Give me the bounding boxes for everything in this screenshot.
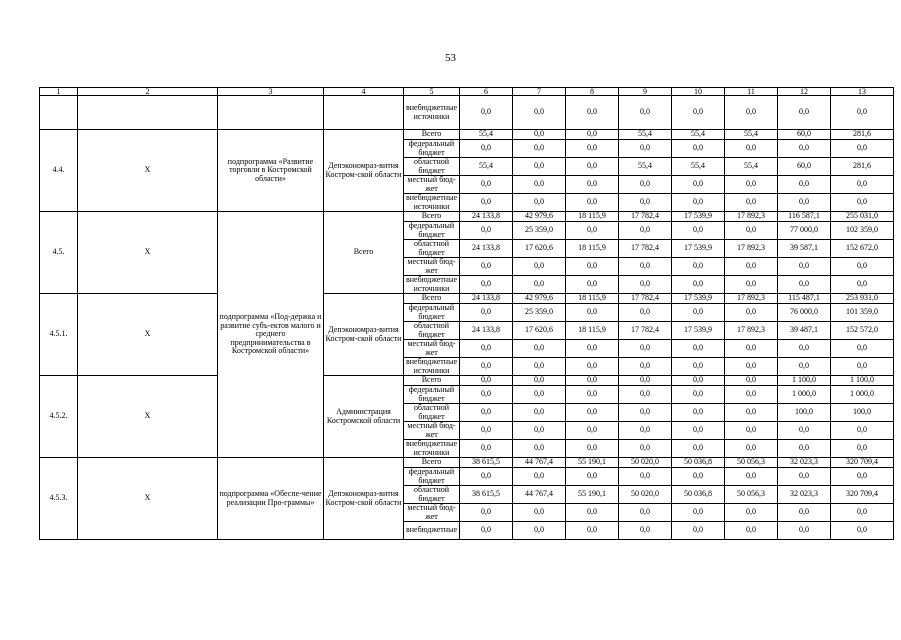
value-cell: 0,0 [460,468,513,486]
value-cell: 55,4 [619,158,672,176]
value-cell: 0,0 [460,194,513,212]
value-cell: 0,0 [672,304,725,322]
value-cell: 0,0 [778,140,831,158]
value-cell: 0,0 [778,522,831,540]
executor-cell: Всего [324,212,404,294]
value-cell: 0,0 [513,258,566,276]
program-name-cell: подпрограмма «Развитие торговли в Костромской области» [218,130,324,212]
item-code-cell: 4.5.1. [40,294,78,376]
value-cell: 24 133,8 [460,240,513,258]
value-cell: 0,0 [619,422,672,440]
value-cell: 0,0 [831,522,894,540]
value-cell: 0,0 [831,504,894,522]
funding-source-cell: областной бюджет [404,486,460,504]
value-cell: 42 979,6 [513,212,566,222]
value-cell: 0,0 [566,222,619,240]
value-cell: 50 056,3 [725,458,778,468]
value-cell: 1 100,0 [831,376,894,386]
value-cell: 0,0 [566,304,619,322]
value-cell: 0,0 [672,504,725,522]
value-cell: 38 615,5 [460,458,513,468]
value-cell: 55 190,1 [566,486,619,504]
funding-source-cell: федеральный бюджет [404,386,460,404]
value-cell: 0,0 [566,522,619,540]
value-cell: 0,0 [619,140,672,158]
value-cell: 1 000,0 [831,386,894,404]
funding-source-cell: внебюджетные источники [404,358,460,376]
value-cell: 0,0 [619,176,672,194]
value-cell: 152 672,0 [831,240,894,258]
value-cell: 0,0 [619,358,672,376]
column-header: 9 [619,88,672,96]
value-cell: 0,0 [778,96,831,130]
value-cell: 0,0 [513,176,566,194]
value-cell: 0,0 [778,358,831,376]
column-header: 3 [218,88,324,96]
value-cell: 55,4 [460,130,513,140]
value-cell: 17 892,3 [725,294,778,304]
value-cell: 152 572,0 [831,322,894,340]
funding-source-cell: местный бюд-жет [404,422,460,440]
value-cell: 17 620,6 [513,322,566,340]
empty-cell [218,96,324,130]
value-cell: 0,0 [513,340,566,358]
value-cell: 17 782,4 [619,294,672,304]
value-cell: 18 115,9 [566,212,619,222]
value-cell: 0,0 [566,440,619,458]
value-cell: 0,0 [672,258,725,276]
value-cell: 60,0 [778,130,831,140]
value-cell: 0,0 [513,404,566,422]
table-row [40,96,894,130]
funding-source-cell: областной бюджет [404,322,460,340]
item-code-cell: 4.5.3. [40,458,78,540]
value-cell: 0,0 [831,468,894,486]
value-cell: 0,0 [725,422,778,440]
table-row [40,212,894,222]
funding-source-cell: Всего [404,130,460,140]
column-header: 6 [460,88,513,96]
value-cell: 281,6 [831,158,894,176]
value-cell: 0,0 [460,522,513,540]
item-mark-cell: X [78,212,218,294]
value-cell: 0,0 [513,276,566,294]
value-cell: 0,0 [672,276,725,294]
funding-source-cell: внебюджетные источники [404,96,460,130]
value-cell: 0,0 [460,386,513,404]
value-cell: 0,0 [672,422,725,440]
column-header: 10 [672,88,725,96]
value-cell: 0,0 [672,376,725,386]
value-cell: 39 487,1 [778,322,831,340]
value-cell: 50 056,3 [725,486,778,504]
value-cell: 0,0 [672,176,725,194]
value-cell: 0,0 [778,440,831,458]
value-cell: 17 782,4 [619,322,672,340]
value-cell: 32 023,3 [778,486,831,504]
page-number: 53 [445,52,456,64]
value-cell: 42 979,6 [513,294,566,304]
value-cell: 55,4 [725,130,778,140]
funding-source-cell: областной бюджет [404,240,460,258]
value-cell: 0,0 [672,140,725,158]
column-header: 13 [831,88,894,96]
value-cell: 18 115,9 [566,322,619,340]
item-mark-cell: X [78,294,218,376]
value-cell: 0,0 [460,358,513,376]
value-cell: 0,0 [460,96,513,130]
value-cell: 0,0 [725,440,778,458]
funding-source-cell: местный бюд-жет [404,340,460,358]
table-row [40,376,894,386]
table-row [40,458,894,468]
value-cell: 0,0 [513,422,566,440]
value-cell: 0,0 [831,422,894,440]
value-cell: 0,0 [513,96,566,130]
value-cell: 0,0 [725,222,778,240]
funding-source-cell: Всего [404,294,460,304]
value-cell: 50 036,8 [672,458,725,468]
value-cell: 0,0 [725,176,778,194]
value-cell: 101 359,0 [831,304,894,322]
value-cell: 0,0 [619,96,672,130]
value-cell: 0,0 [566,468,619,486]
funding-source-cell: областной бюджет [404,404,460,422]
value-cell: 0,0 [672,96,725,130]
value-cell: 0,0 [460,176,513,194]
value-cell: 0,0 [566,194,619,212]
value-cell: 0,0 [619,440,672,458]
value-cell: 17 539,9 [672,212,725,222]
value-cell: 0,0 [831,258,894,276]
executor-cell: Депэкономраз-вития Костром-ской области [324,130,404,212]
value-cell: 0,0 [566,504,619,522]
value-cell: 0,0 [513,158,566,176]
value-cell: 102 359,0 [831,222,894,240]
value-cell: 0,0 [513,440,566,458]
value-cell: 100,0 [831,404,894,422]
value-cell: 0,0 [513,358,566,376]
column-header: 1 [40,88,78,96]
value-cell: 17 782,4 [619,240,672,258]
value-cell: 116 587,1 [778,212,831,222]
value-cell: 25 359,0 [513,222,566,240]
value-cell: 0,0 [566,276,619,294]
value-cell: 0,0 [566,386,619,404]
value-cell: 0,0 [725,522,778,540]
value-cell: 0,0 [566,130,619,140]
funding-source-cell: местный бюд-жет [404,176,460,194]
value-cell: 320 709,4 [831,458,894,468]
value-cell: 0,0 [513,376,566,386]
budget-table [39,87,894,540]
value-cell: 0,0 [831,440,894,458]
value-cell: 0,0 [725,504,778,522]
funding-source-cell: внебюджетные источники [404,194,460,212]
value-cell: 25 359,0 [513,304,566,322]
value-cell: 17 539,9 [672,294,725,304]
value-cell: 0,0 [725,376,778,386]
value-cell: 0,0 [778,194,831,212]
value-cell: 0,0 [831,96,894,130]
column-header: 11 [725,88,778,96]
value-cell: 0,0 [460,404,513,422]
funding-source-cell: федеральный бюджет [404,468,460,486]
value-cell: 0,0 [672,522,725,540]
value-cell: 0,0 [566,358,619,376]
value-cell: 24 133,8 [460,294,513,304]
value-cell: 0,0 [460,440,513,458]
value-cell: 24 133,8 [460,322,513,340]
executor-cell: Депэкономраз-вития Костром-ской области [324,458,404,540]
value-cell: 0,0 [513,522,566,540]
value-cell: 0,0 [672,468,725,486]
value-cell: 0,0 [619,376,672,386]
funding-source-cell: местный бюд-жет [404,504,460,522]
value-cell: 0,0 [566,258,619,276]
value-cell: 0,0 [725,276,778,294]
funding-source-cell: Всего [404,376,460,386]
value-cell: 55,4 [619,130,672,140]
value-cell: 0,0 [513,386,566,404]
value-cell: 253 931,0 [831,294,894,304]
value-cell: 0,0 [725,358,778,376]
value-cell: 0,0 [672,386,725,404]
value-cell: 76 000,0 [778,304,831,322]
value-cell: 55 190,1 [566,458,619,468]
value-cell: 0,0 [725,340,778,358]
item-code-cell: 4.5. [40,212,78,294]
value-cell: 0,0 [778,504,831,522]
value-cell: 0,0 [566,140,619,158]
value-cell: 0,0 [460,276,513,294]
item-mark-cell: X [78,458,218,540]
value-cell: 17 620,6 [513,240,566,258]
value-cell: 17 782,4 [619,212,672,222]
value-cell: 0,0 [566,158,619,176]
value-cell: 50 020,0 [619,486,672,504]
value-cell: 281,6 [831,130,894,140]
program-name-cell: подпрограмма «Обеспе-чение реализации Про-граммы» [218,458,324,540]
value-cell: 38 615,5 [460,486,513,504]
value-cell: 60,0 [778,158,831,176]
value-cell: 17 539,9 [672,322,725,340]
value-cell: 0,0 [619,404,672,422]
funding-source-cell: Всего [404,212,460,222]
value-cell: 320 709,4 [831,486,894,504]
value-cell: 0,0 [619,340,672,358]
value-cell: 0,0 [778,176,831,194]
column-header: 8 [566,88,619,96]
value-cell: 0,0 [566,422,619,440]
value-cell: 0,0 [566,404,619,422]
item-mark-cell: X [78,130,218,212]
funding-source-cell: областной бюджет [404,158,460,176]
value-cell: 0,0 [619,522,672,540]
column-header: 12 [778,88,831,96]
value-cell: 0,0 [460,258,513,276]
value-cell: 55,4 [725,158,778,176]
value-cell: 0,0 [566,376,619,386]
value-cell: 255 031,0 [831,212,894,222]
funding-source-cell: внебюджетные источники [404,276,460,294]
value-cell: 1 100,0 [778,376,831,386]
value-cell: 0,0 [566,176,619,194]
value-cell: 0,0 [619,194,672,212]
header-row [40,88,894,96]
item-mark-cell: X [78,376,218,458]
table-row [40,294,894,304]
value-cell: 0,0 [513,468,566,486]
funding-source-cell: местный бюд-жет [404,258,460,276]
value-cell: 0,0 [460,222,513,240]
value-cell: 0,0 [725,468,778,486]
value-cell: 0,0 [460,422,513,440]
executor-cell: Администрация Костромской области [324,376,404,458]
value-cell: 115 487,1 [778,294,831,304]
column-header: 4 [324,88,404,96]
value-cell: 0,0 [778,468,831,486]
executor-cell: Депэкономраз-вития Костром-ской области [324,294,404,376]
value-cell: 0,0 [619,386,672,404]
value-cell: 0,0 [725,140,778,158]
value-cell: 0,0 [831,194,894,212]
value-cell: 50 036,8 [672,486,725,504]
value-cell: 0,0 [619,304,672,322]
value-cell: 0,0 [725,304,778,322]
value-cell: 0,0 [672,194,725,212]
funding-source-cell: федеральный бюджет [404,222,460,240]
value-cell: 0,0 [619,258,672,276]
value-cell: 0,0 [460,304,513,322]
value-cell: 77 000,0 [778,222,831,240]
value-cell: 0,0 [619,468,672,486]
value-cell: 17 892,3 [725,322,778,340]
value-cell: 0,0 [460,504,513,522]
value-cell: 0,0 [725,258,778,276]
value-cell: 0,0 [725,386,778,404]
value-cell: 0,0 [672,404,725,422]
value-cell: 44 767,4 [513,458,566,468]
value-cell: 0,0 [513,194,566,212]
value-cell: 0,0 [566,340,619,358]
value-cell: 17 539,9 [672,240,725,258]
funding-source-cell: федеральный бюджет [404,304,460,322]
value-cell: 0,0 [460,376,513,386]
value-cell: 17 892,3 [725,212,778,222]
value-cell: 0,0 [566,96,619,130]
value-cell: 0,0 [831,140,894,158]
value-cell: 17 892,3 [725,240,778,258]
value-cell: 0,0 [460,340,513,358]
funding-source-cell: федеральный бюджет [404,140,460,158]
empty-cell [40,96,78,130]
value-cell: 0,0 [672,340,725,358]
value-cell: 0,0 [725,404,778,422]
value-cell: 55,4 [460,158,513,176]
value-cell: 0,0 [513,140,566,158]
value-cell: 0,0 [725,96,778,130]
column-header: 7 [513,88,566,96]
value-cell: 44 767,4 [513,486,566,504]
empty-cell [324,96,404,130]
value-cell: 0,0 [831,176,894,194]
value-cell: 0,0 [672,222,725,240]
value-cell: 0,0 [460,140,513,158]
value-cell: 0,0 [831,358,894,376]
value-cell: 100,0 [778,404,831,422]
value-cell: 32 023,3 [778,458,831,468]
value-cell: 55,4 [672,130,725,140]
funding-source-cell: Всего [404,458,460,468]
value-cell: 50 020,0 [619,458,672,468]
item-code-cell: 4.4. [40,130,78,212]
value-cell: 0,0 [778,340,831,358]
value-cell: 0,0 [619,222,672,240]
value-cell: 0,0 [725,194,778,212]
value-cell: 0,0 [831,340,894,358]
value-cell: 0,0 [672,358,725,376]
funding-source-cell: внебюджетные источники [404,440,460,458]
column-header: 5 [404,88,460,96]
empty-cell [78,96,218,130]
value-cell: 0,0 [831,276,894,294]
value-cell: 39 587,1 [778,240,831,258]
value-cell: 55,4 [672,158,725,176]
value-cell: 0,0 [513,130,566,140]
value-cell: 0,0 [672,440,725,458]
value-cell: 0,0 [778,422,831,440]
value-cell: 18 115,9 [566,294,619,304]
value-cell: 1 000,0 [778,386,831,404]
funding-source-cell: внебюджетные [404,522,460,540]
program-name-cell: подпрограмма «Под-держка и развитие субъ-ектов малого и среднего предпринимательства в Костромской области» [218,212,324,458]
value-cell: 0,0 [778,276,831,294]
value-cell: 18 115,9 [566,240,619,258]
value-cell: 0,0 [513,504,566,522]
table-row [40,130,894,140]
value-cell: 0,0 [619,276,672,294]
value-cell: 0,0 [619,504,672,522]
column-header: 2 [78,88,218,96]
value-cell: 24 133,8 [460,212,513,222]
item-code-cell: 4.5.2. [40,376,78,458]
value-cell: 0,0 [778,258,831,276]
